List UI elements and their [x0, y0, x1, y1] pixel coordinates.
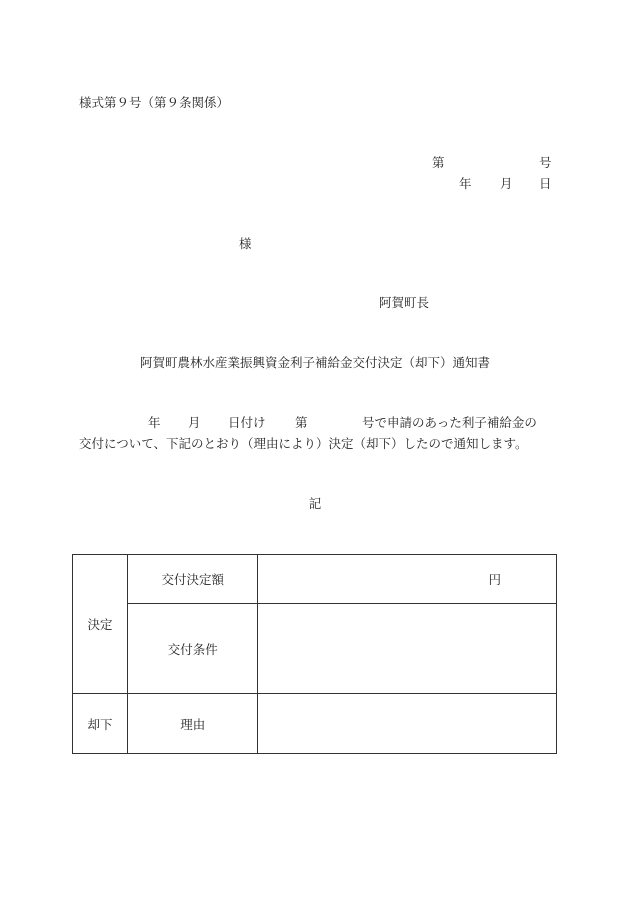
doc-number-prefix: 第 [432, 155, 445, 170]
reason-label: 理由 [128, 694, 258, 754]
body-number-prefix: 第 [295, 415, 308, 430]
body-dated-label: 日付け [228, 415, 266, 430]
ki-heading: 記 [308, 496, 322, 511]
sender-title: 阿賀町長 [379, 295, 430, 310]
reject-label: 却下 [73, 694, 128, 754]
conditions-value-cell [258, 604, 557, 694]
body-line2-text: 交付について、下記のとおり（理由により）決定（却下）したので通知します。 [79, 436, 528, 451]
date-day-label: 日 [539, 176, 552, 191]
date-month-label: 月 [500, 176, 513, 191]
form-number: 様式第９号（第９条関係） [79, 95, 230, 110]
doc-number-suffix: 号 [539, 155, 552, 170]
table-row-reject [73, 694, 557, 754]
decision-table [72, 554, 557, 754]
amount-value-cell: 円 [258, 555, 557, 604]
table-row-conditions [73, 604, 557, 694]
document-title: 阿賀町農林水産業振興資金利子補給金交付決定（却下）通知書 [139, 355, 490, 370]
amount-label: 交付決定額 [128, 555, 258, 604]
date-year-label: 年 [459, 176, 472, 191]
conditions-label: 交付条件 [128, 604, 258, 694]
reason-value-cell [258, 694, 557, 754]
table-row-amount [73, 555, 557, 604]
decision-label: 決定 [73, 555, 128, 694]
body-line1-text: 号で申請のあった利子補給金の [362, 415, 537, 430]
body-year-label: 年 [148, 415, 161, 430]
recipient-honorific: 様 [239, 236, 252, 251]
body-month-label: 月 [188, 415, 201, 430]
